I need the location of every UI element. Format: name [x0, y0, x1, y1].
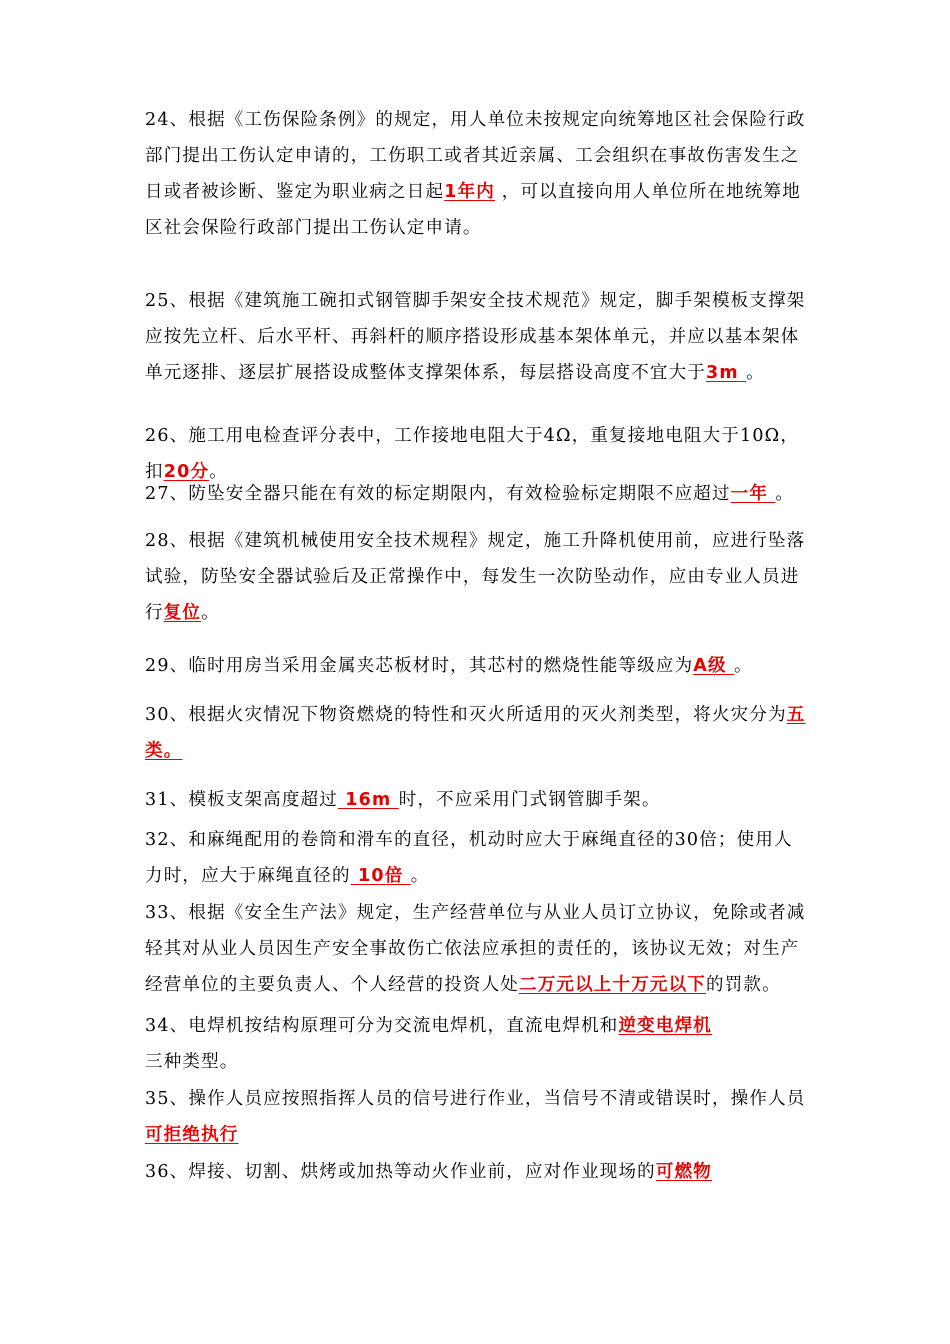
question-text-after: 的罚款。 — [706, 975, 781, 995]
question-text: 25、根据《建筑施工碗扣式钢管脚手架安全技术规范》规定，脚手架模板支撑架应按先立杆、后水平杆、再斜杆的顺序搭设形成基本架体单元，并应以基本架体单元逐排、逐层扩展搭设成整体支撑架体系，每层搭设高度不宜大于 — [145, 291, 806, 383]
question-text-after: 。 — [209, 462, 228, 482]
question-text: 27、防坠安全器只能在有效的标定期限内，有效检验标定期限不应超过 — [145, 484, 731, 504]
question-30 — [145, 697, 810, 769]
question-text: 26、施工用电检查评分表中，工作接地电阻大于4Ω，重复接地电阻大于10Ω，扣 — [145, 426, 800, 482]
question-34 — [145, 1008, 810, 1080]
question-text: 33、根据《安全生产法》规定，生产经营单位与从业人员订立协议，免除或者减轻其对从业人员因生产安全事故伤亡依法应承担的责任的，该协议无效；对生产经营单位的主要负责人、个人经营的投资人处 — [145, 903, 806, 995]
question-text: 35、操作人员应按照指挥人员的信号进行作业，当信号不清或错误时，操作人员 — [145, 1089, 806, 1109]
question-text-after: 。 — [746, 363, 765, 383]
question-32 — [145, 822, 810, 894]
question-text: 31、模板支架高度超过 — [145, 790, 338, 810]
question-25 — [145, 283, 810, 391]
question-text: 28、根据《建筑机械使用安全技术规程》规定，施工升降机使用前，应进行坠落试验，防坠安全器试验后及正常操作中，每发生一次防坠动作，应由专业人员进行 — [145, 531, 806, 623]
question-33 — [145, 895, 810, 1003]
answer-blank: A级 — [693, 656, 735, 676]
question-text-after: 。 — [201, 603, 220, 623]
question-text-after: 。 — [410, 866, 430, 886]
question-text: 34、电焊机按结构原理可分为交流电焊机，直流电焊机和 — [145, 1016, 619, 1036]
answer-blank: 一年 — [730, 484, 776, 504]
answer-blank: 可拒绝执行 — [145, 1125, 239, 1145]
answer-blank: 可燃物 — [655, 1162, 712, 1182]
question-text: 29、临时用房当采用金属夹芯板材时，其芯村的燃烧性能等级应为 — [145, 656, 694, 676]
question-35 — [145, 1081, 810, 1153]
question-text: 24、根据《工伤保险条例》的规定，用人单位未按规定向统筹地区社会保险行政部门提出工伤认定申请的，工伤职工或者其近亲属、工会组织在事故伤害发生之日或者被诊断、鉴定为职业病之日起 — [145, 110, 806, 202]
question-text-after: 。 — [734, 656, 753, 676]
question-27 — [145, 476, 810, 512]
question-24 — [145, 102, 810, 246]
question-36 — [145, 1154, 810, 1190]
answer-blank: 五类。 — [145, 705, 806, 761]
question-text: 30、根据火灾情况下物资燃烧的特性和灭火所适用的灭火剂类型，将火灾分为 — [145, 705, 787, 725]
question-29 — [145, 648, 810, 684]
answer-blank: 3m — [706, 363, 747, 383]
answer-blank: 二万元以上十万元以下 — [519, 975, 706, 995]
question-text-continued: 三种类型。 — [145, 1052, 239, 1072]
question-31 — [145, 782, 810, 818]
question-text-after: 。 — [775, 484, 795, 504]
answer-blank: 复位 — [163, 603, 202, 623]
answer-blank: 16m — [337, 790, 399, 810]
question-28 — [145, 523, 810, 631]
answer-blank: 1年内 — [444, 182, 495, 202]
question-text-after: 时，不应采用门式钢管脚手架。 — [398, 790, 661, 810]
question-text: 36、焊接、切割、烘烤或加热等动火作业前，应对作业现场的 — [145, 1162, 656, 1182]
question-text: 32、和麻绳配用的卷筒和滑车的直径，机动时应大于麻绳直径的30倍；使用人力时，应大于麻绳直径的 — [145, 830, 793, 886]
answer-blank: 逆变电焊机 — [618, 1016, 712, 1036]
answer-blank: 10倍 — [350, 866, 411, 886]
question-text-after: ，可以直接向用人单位所在地统筹地区社会保险行政部门提出工伤认定申请。 — [145, 182, 801, 238]
answer-blank: 20分 — [163, 462, 210, 482]
